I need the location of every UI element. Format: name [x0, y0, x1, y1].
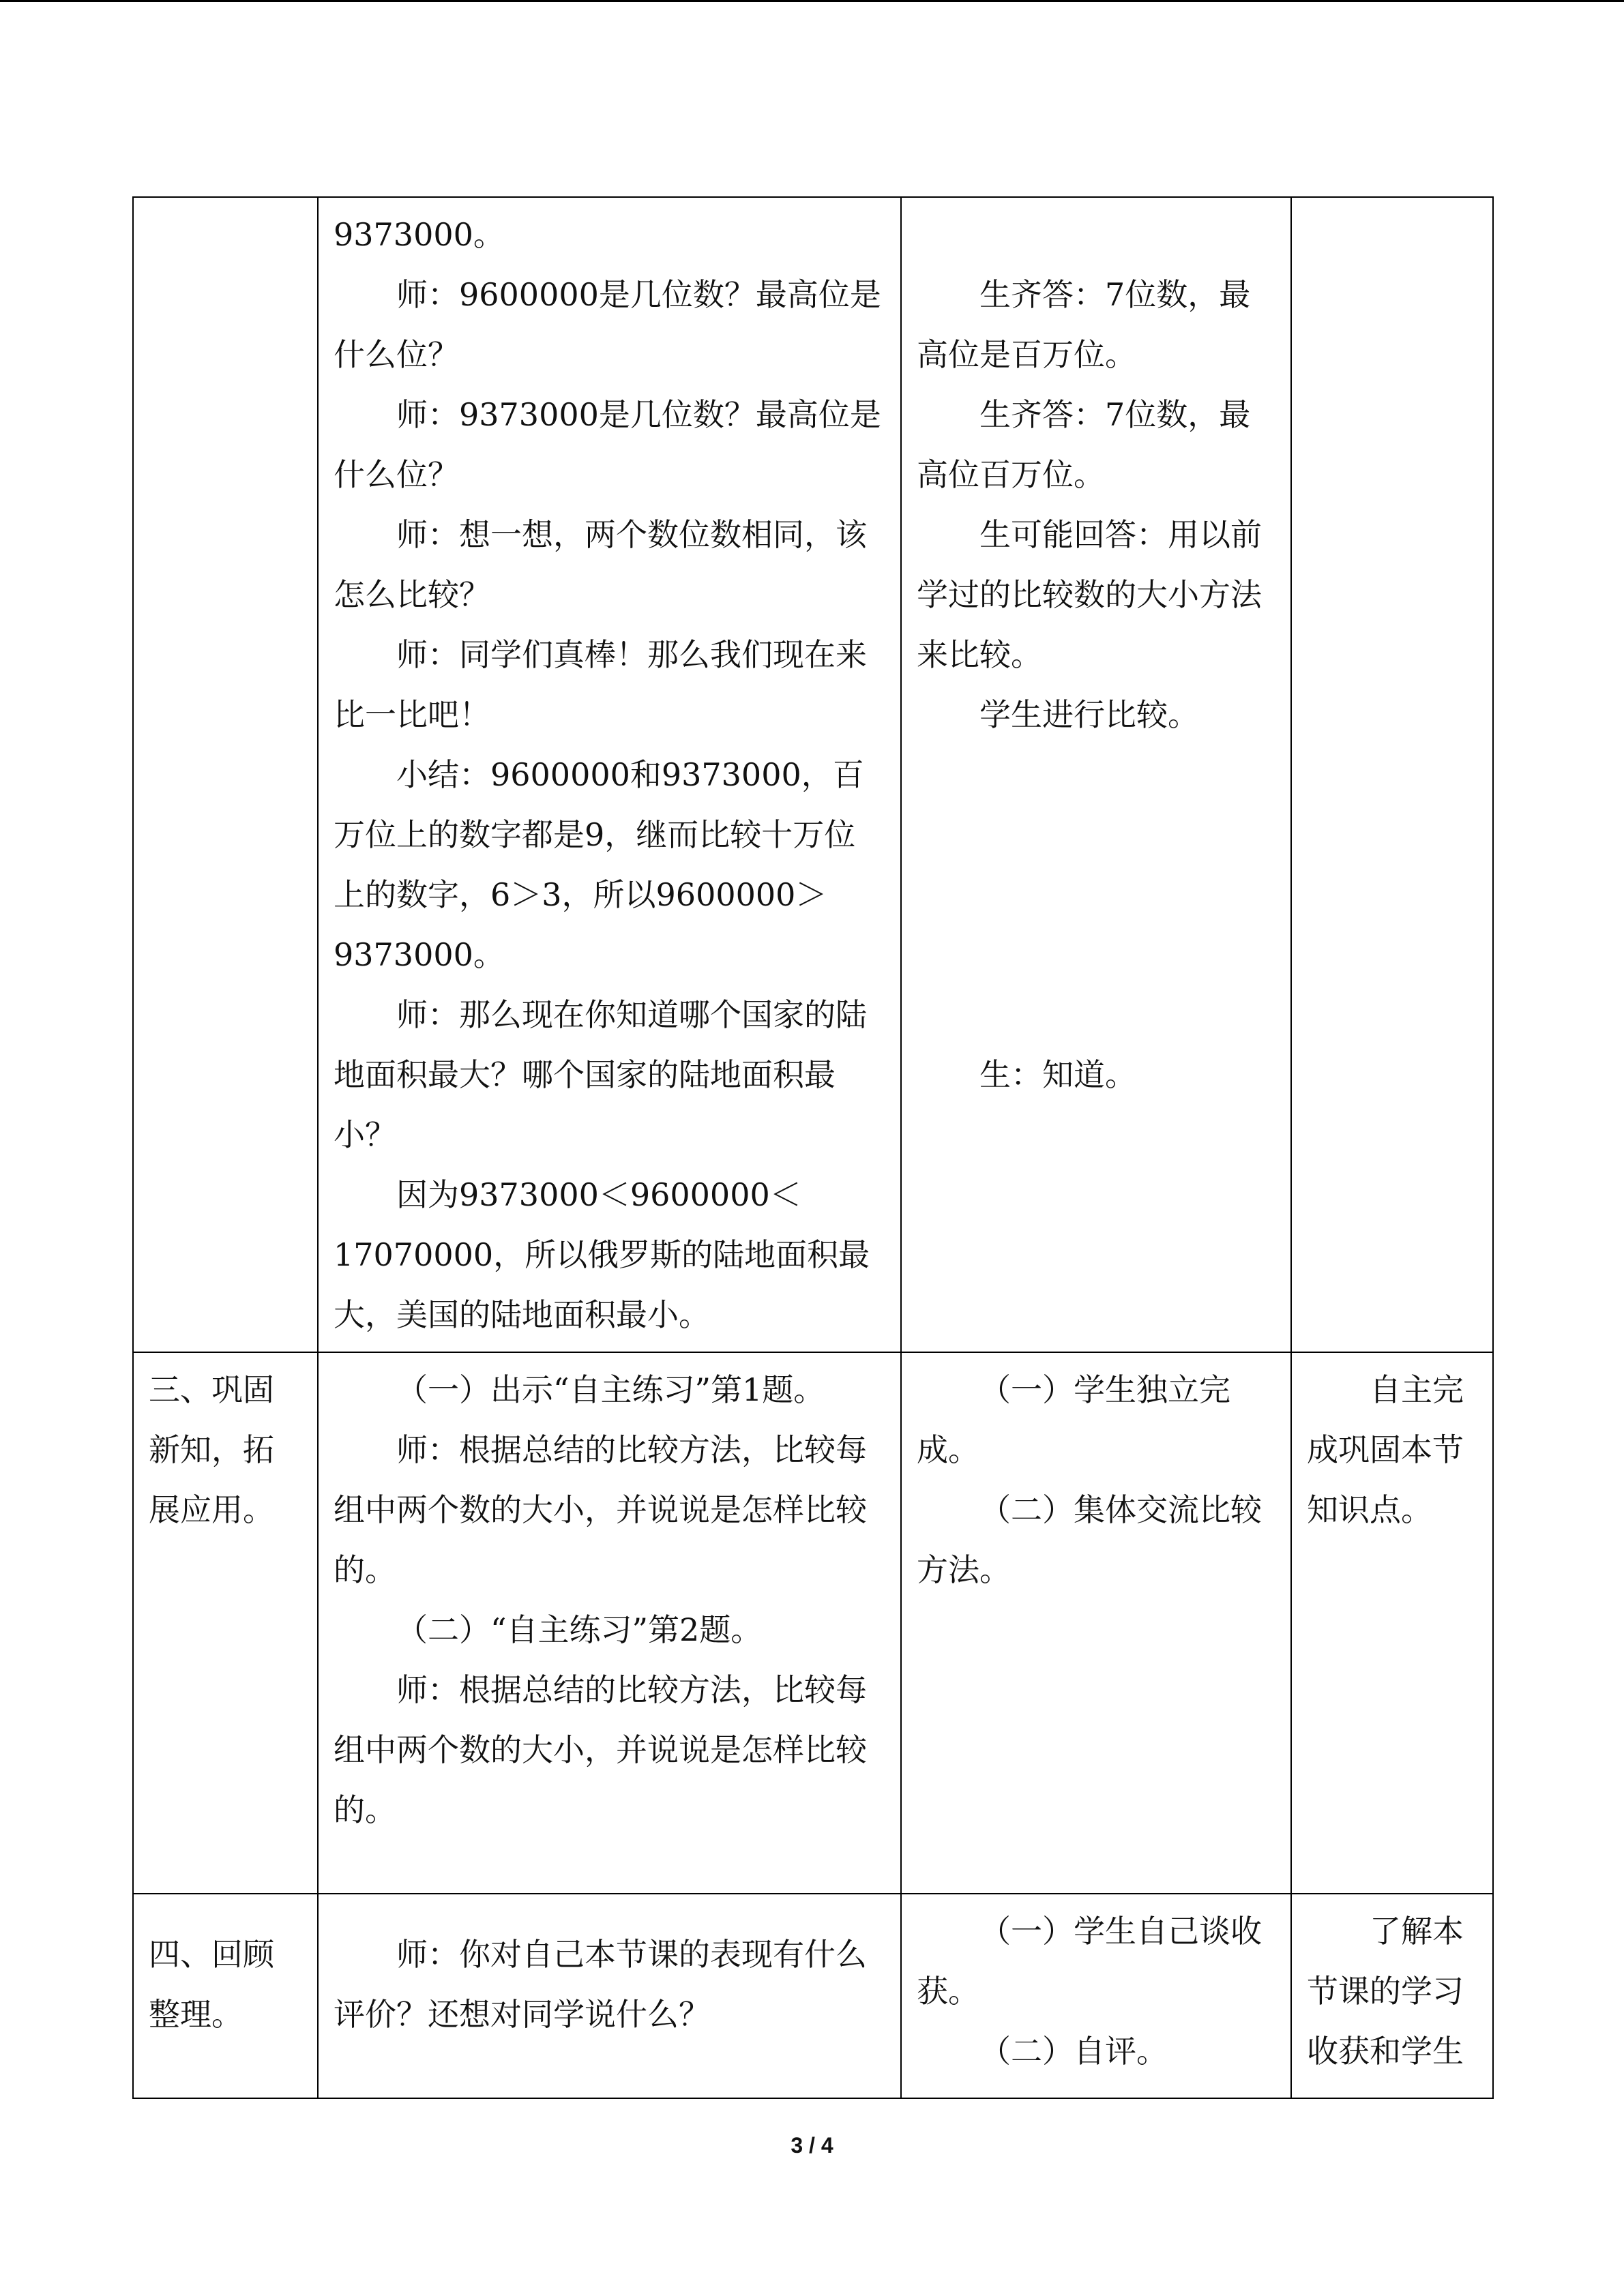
stage-cell — [133, 1352, 318, 1894]
table-row — [133, 1352, 1493, 1894]
stage-text: 三、巩固新知，拓展应用。 — [149, 1371, 274, 1528]
design-intent-cell — [1291, 1352, 1493, 1894]
teacher-line: （二）“自主练习”第2题。 — [396, 1611, 763, 1648]
student-activity-cell — [901, 197, 1291, 1352]
teacher-line: 师：想一想，两个数位数相同，该怎么比较？ — [334, 516, 867, 613]
teacher-line: 师：同学们真棒！那么我们现在来比一比吧！ — [334, 636, 867, 733]
top-rule — [0, 0, 1624, 2]
teacher-line: 小结：9600000和9373000，百万位上的数字都是9，继而比较十万位上的数字，6＞3，所以9600000＞9373000。 — [334, 756, 864, 973]
design-intent-cell — [1291, 197, 1493, 1352]
teacher-line: 师：那么现在你知道哪个国家的陆地面积最大？哪个国家的陆地面积最小？ — [334, 996, 867, 1153]
student-line: 生可能回答：用以前学过的比较数的大小方法来比较。 — [917, 516, 1262, 673]
student-line: （一）学生自己谈收获。 — [917, 1913, 1262, 2010]
student-line: 生齐答：7位数，最高位百万位。 — [917, 396, 1251, 493]
teacher-line: （一）出示“自主练习”第1题。 — [396, 1371, 825, 1408]
teacher-line: 师：根据总结的比较方法，比较每组中两个数的大小，并说说是怎样比较的。 — [334, 1671, 867, 1828]
stage-cell — [133, 197, 318, 1352]
table-row — [133, 1894, 1493, 2098]
teacher-line: 师：你对自己本节课的表现有什么评价？还想对同学说什么？ — [334, 1936, 867, 2033]
student-line: （二）集体交流比较方法。 — [917, 1491, 1262, 1588]
teacher-activity-cell — [318, 1352, 901, 1894]
stage-cell — [133, 1894, 318, 2098]
intent-text: 自主完成巩固本节知识点。 — [1307, 1371, 1464, 1528]
teacher-line: 因为9373000＜9600000＜17070000，所以俄罗斯的陆地面积最大，美国的陆地面积最小。 — [334, 1176, 870, 1333]
lesson-plan-table — [132, 196, 1494, 2099]
teacher-line: 师：根据总结的比较方法，比较每组中两个数的大小，并说说是怎样比较的。 — [334, 1431, 867, 1588]
student-line: （一）学生独立完成。 — [917, 1371, 1230, 1468]
student-line: 生：知道。 — [979, 1056, 1136, 1093]
intent-text: 了解本节课的学习收获和学生 — [1307, 1913, 1464, 2070]
student-activity-cell — [901, 1352, 1291, 1894]
teacher-activity-cell — [318, 197, 901, 1352]
design-intent-cell — [1291, 1894, 1493, 2098]
table-row — [133, 197, 1493, 1352]
teacher-line: 9373000。 — [334, 216, 505, 253]
student-line: 学生进行比较。 — [979, 696, 1199, 733]
student-line: 生齐答：7位数，最高位是百万位。 — [917, 276, 1251, 373]
teacher-line: 师：9600000是几位数？最高位是什么位？ — [334, 276, 881, 373]
student-line: （二）自评。 — [979, 2033, 1168, 2070]
stage-text: 四、回顾整理。 — [149, 1936, 274, 2033]
teacher-line: 师：9373000是几位数？最高位是什么位？ — [334, 396, 881, 493]
page-number: 3 / 4 — [791, 2133, 833, 2158]
student-activity-cell — [901, 1894, 1291, 2098]
teacher-activity-cell — [318, 1894, 901, 2098]
